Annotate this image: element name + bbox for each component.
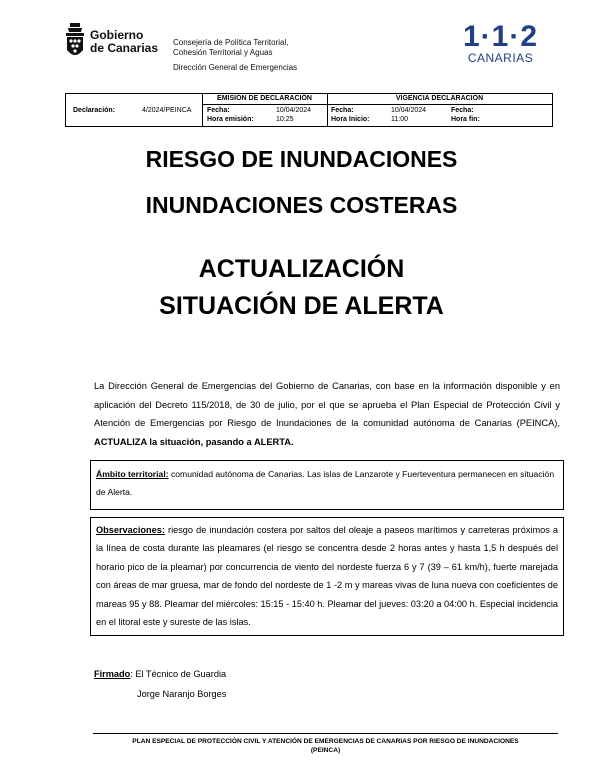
declaration-table <box>65 93 553 127</box>
consejeria <box>173 38 288 57</box>
firmado-block <box>94 664 226 704</box>
gob-line1: Gobierno <box>90 28 144 42</box>
title-costeras: INUNDACIONES COSTERAS <box>145 192 458 218</box>
footer-line1: PLAN ESPECIAL DE PROTECCIÓN CIVIL Y ATENCIÓN DE EMERGENCIAS DE CANARIAS POR RIESGO DE INUNDACIONES <box>132 738 519 745</box>
direccion-general: Dirección General de Emergencias <box>173 63 298 72</box>
title-actualizacion: ACTUALIZACIÓN <box>198 255 405 283</box>
hora-emision-label: Hora emisión: <box>207 116 254 123</box>
logo-112-sub: CANARIAS <box>467 51 534 65</box>
emision-fecha-value: 10/04/2024 <box>276 107 312 114</box>
footer <box>93 733 558 755</box>
ambito-text: comunidad autónoma de Canarias. Las islas de Lanzarote y Fuerteventura permanecen en situación de Alerta. <box>96 469 555 497</box>
title-situacion: SITUACIÓN DE ALERTA <box>159 292 444 320</box>
firmado-name: Jorge Naranjo Borges <box>137 689 227 699</box>
fecha-fin-label: Fecha: <box>451 107 474 114</box>
hora-inicio-label: Hora Inicio: <box>331 116 370 123</box>
ambito-label: Ámbito territorial: <box>96 469 169 479</box>
intro-paragraph <box>94 377 560 451</box>
firmado-label: Firmado <box>94 669 131 679</box>
observaciones-label: Observaciones: <box>96 525 165 535</box>
declaration-value: 4/2024/PEINCA <box>142 107 192 114</box>
gobierno-wordmark <box>90 29 158 55</box>
coat-of-arms-icon <box>64 22 86 62</box>
title-riesgo: RIESGO DE INUNDACIONES <box>145 146 458 172</box>
hora-inicio-value: 11:00 <box>391 116 408 123</box>
footer-line2: (PEINCA) <box>310 747 341 754</box>
vigencia-title: VIGENCIA DECLARACIÓN <box>395 95 484 102</box>
gobierno-canarias-logo <box>64 22 158 62</box>
consejeria-line1: Consejería de Política Territorial, <box>173 38 289 47</box>
emision-title: EMISIÓN DE DECLARACIÓN <box>217 95 312 102</box>
observaciones-text: riesgo de inundación costera por saltos del oleaje a paseos marítimos y carreteras próximos a la línea de costa durante las pleamares (el riesgo se concentra desde 2 horas antes y hasta 1,5 h después del horario pico de la pleamar) por concurrencia de viento del nordeste fuerza 6 y 7 (39 – 61 km/h), fuerte marejada con áreas de mar gruesa, mar de fondo del nordeste de 1 -2 m y mareas vivas de luna nueva con coeficientes de mareas 95 y 88. Pleamar del miércoles: 15:15 - 15:40 h. Pleamar del jueves: 03:20 a 04:00 h. Especial incidencia en el litoral este y sureste de las islas. <box>96 525 558 628</box>
hora-fin-label: Hora fin: <box>451 116 480 123</box>
hora-emision-value: 10:25 <box>276 116 294 123</box>
logo-112-canarias <box>463 22 538 65</box>
vigencia-fecha-label: Fecha: <box>331 107 354 114</box>
emision-fecha-label: Fecha: <box>207 107 230 114</box>
intro-bold: ACTUALIZA la situación, pasando a ALERTA. <box>94 436 294 447</box>
logo-112-number: 1·1·2 <box>463 20 539 53</box>
firmado-role: : El Técnico de Guardia <box>130 669 227 679</box>
vigencia-fecha-value: 10/04/2024 <box>391 107 427 114</box>
declaration-label: Declaración: <box>73 107 116 114</box>
ambito-box <box>90 460 564 510</box>
observaciones-box <box>90 517 564 636</box>
consejeria-line2: Cohesión Territorial y Aguas <box>173 47 273 57</box>
gob-line2: de Canarias <box>90 41 159 55</box>
intro-text: La Dirección General de Emergencias del Gobierno de Canarias, con base en la información disponible y en aplicación del Decreto 115/2018, de 30 de julio, por el que se aprueba el Plan Especial de Protección Civil y Atención de Emergencias por Riesgo de Inundaciones de la comunidad autónoma de Canarias (PEINCA), <box>94 381 560 428</box>
